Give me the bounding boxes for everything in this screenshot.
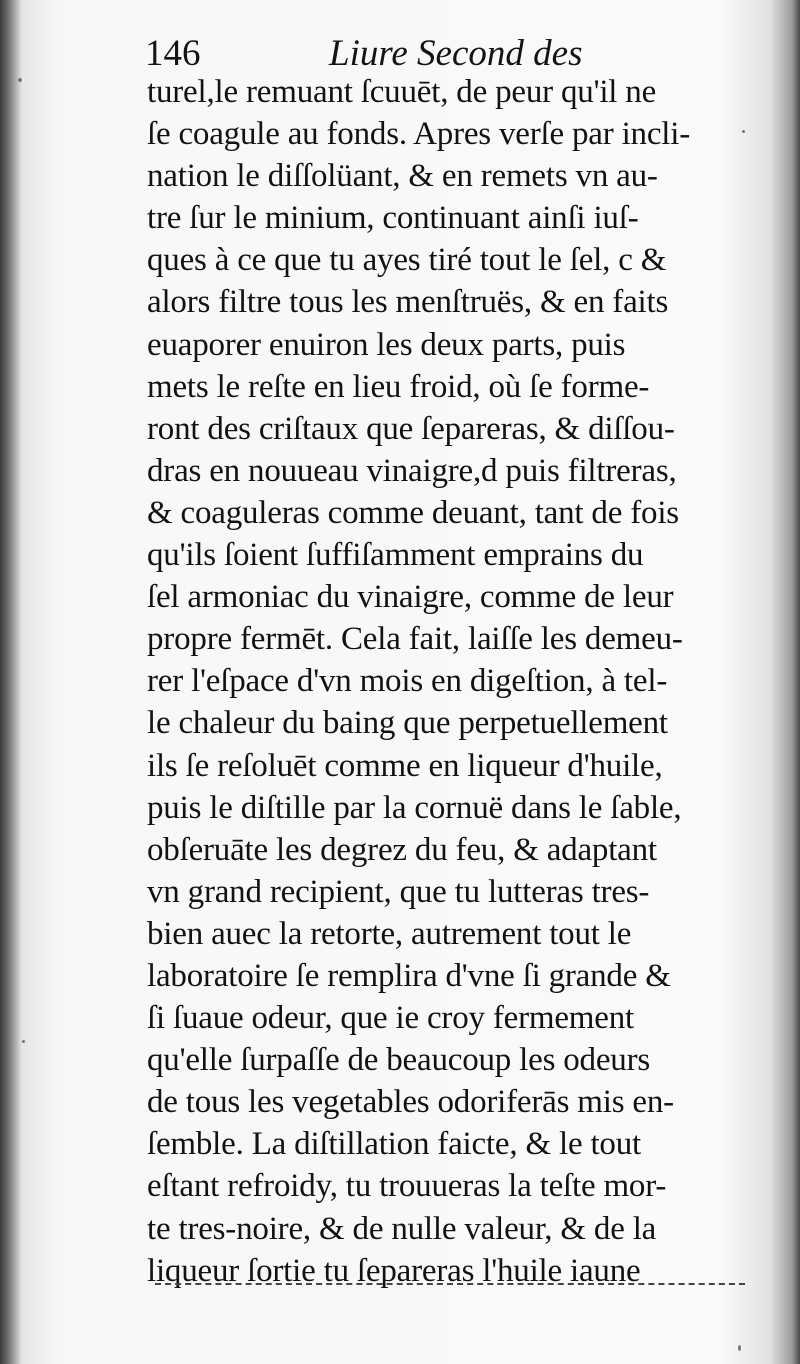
text-line: ſe coagule au fonds. Apres verſe par incli- bbox=[147, 116, 691, 153]
text-line: propre fermēt. Cela fait, laiſſe les demeu- bbox=[147, 621, 683, 658]
text-line: alors filtre tous les menſtruës, & en faits bbox=[147, 284, 669, 321]
text-line: vn grand recipient, que tu lutteras tres- bbox=[147, 873, 650, 910]
text-line: de tous les vegetables odoriferās mis en- bbox=[147, 1084, 674, 1121]
body-text bbox=[147, 71, 747, 1292]
text-line: ques à ce que tu ayes tiré tout le ſel, c & bbox=[147, 242, 667, 279]
text-line: mets le reſte en lieu froid, où ſe forme- bbox=[147, 368, 650, 405]
text-line: dras en nouueau vinaigre,d puis filtreras, bbox=[147, 452, 677, 489]
text-line: ils ſe reſoluēt comme en liqueur d'huile, bbox=[147, 747, 663, 784]
text-line: ront des criſtaux que ſepareras, & diſſou- bbox=[147, 410, 675, 447]
bleed-through-rule bbox=[155, 1283, 745, 1287]
text-line: le chaleur du baing que perpetuellement bbox=[147, 705, 668, 742]
text-line: turel,le remuant ſcuuēt, de peur qu'il ne bbox=[147, 74, 657, 110]
text-line: rer l'eſpace d'vn mois en digeſtion, à tel- bbox=[147, 663, 668, 700]
paper-speck bbox=[738, 1345, 741, 1351]
text-line: liqueur ſortie tu ſepareras l'huile iaune bbox=[147, 1252, 641, 1289]
text-line: & coaguleras comme deuant, tant de fois bbox=[147, 494, 679, 531]
text-line: bien auec la retorte, autrement tout le bbox=[147, 915, 632, 952]
text-line: qu'elle ſurpaſſe de beaucoup les odeurs bbox=[147, 1042, 651, 1079]
text-line: qu'ils ſoient ſuffiſamment emprains du bbox=[147, 537, 644, 574]
text-line: ſi ſuaue odeur, que ie croy fermement bbox=[147, 1000, 634, 1037]
paper-speck bbox=[22, 1040, 25, 1043]
text-line: obſeruāte les degrez du feu, & adaptant bbox=[147, 831, 657, 868]
text-line: euaporer enuiron les deux parts, puis bbox=[147, 326, 626, 363]
text-line: te tres-noire, & de nulle valeur, & de la bbox=[147, 1210, 657, 1247]
page-number: 146 bbox=[145, 33, 201, 74]
text-line: puis le diſtille par la cornuë dans le ſable, bbox=[147, 789, 682, 826]
paper-speck bbox=[18, 78, 22, 82]
text-line: tre ſur le minium, continuant ainſi iuſ- bbox=[147, 200, 639, 237]
text-line: eſtant refroidy, tu trouueras la teſte mor- bbox=[147, 1168, 667, 1205]
text-line: ſel armoniac du vinaigre, comme de leur bbox=[147, 579, 674, 616]
text-line: ſemble. La diſtillation faicte, & le tout bbox=[147, 1126, 641, 1163]
text-line: nation le diſſolüant, & en remets vn au- bbox=[147, 158, 658, 195]
running-head: Liure Second des bbox=[329, 33, 583, 74]
text-line: laboratoire ſe remplira d'vne ſi grande & bbox=[147, 957, 671, 994]
